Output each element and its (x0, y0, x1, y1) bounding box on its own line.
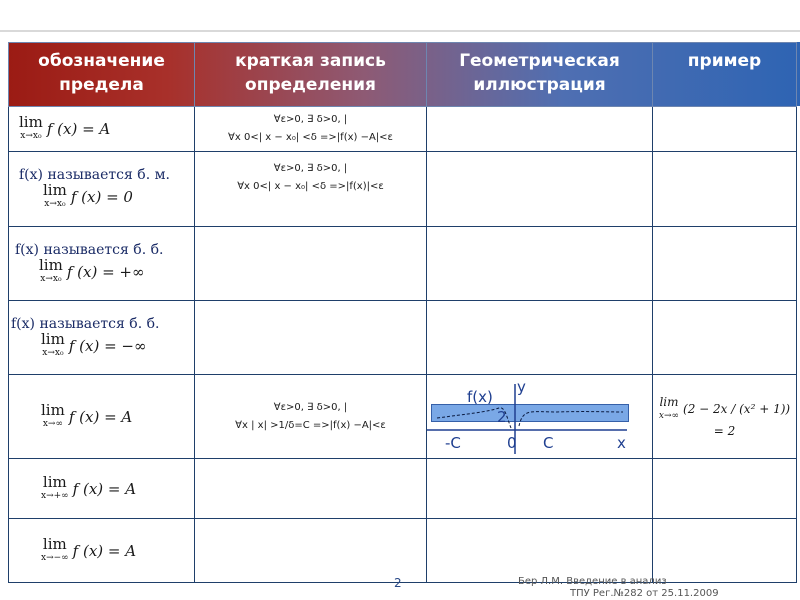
lim-symbol (19, 115, 43, 143)
header-notation-line1: обозначение (38, 51, 165, 71)
limits-table (8, 42, 797, 583)
page-number: 2 (394, 576, 402, 590)
limit-expression: f (x) = A (72, 541, 137, 560)
limit-expression: f (x) = A (68, 407, 133, 426)
definition-cell (195, 301, 427, 375)
lim-word: lim (19, 113, 43, 131)
lim-subscript: x→x₀ (44, 199, 66, 209)
origin-label: 0 (507, 433, 517, 452)
lim-word: lim (42, 534, 67, 553)
example-cell (653, 459, 797, 519)
lim-subscript: x→x₀ (40, 273, 62, 284)
footer-registration: ТПУ Рег.№282 от 25.11.2009 (570, 588, 719, 599)
row-description: f(x) называется б. м. (19, 167, 170, 183)
table-row (9, 519, 797, 583)
definition-cell (195, 107, 427, 152)
lim-symbol (659, 395, 679, 423)
table-row (9, 227, 797, 301)
example-cell (653, 375, 797, 459)
example-cell (653, 301, 797, 375)
y-axis-label: y (517, 377, 526, 396)
definition-line1: ∀ε>0, ∃ δ>0, | (273, 114, 348, 125)
definition-line2: ∀x | x| >1/δ=C =>|f(x) −A|<ε (235, 419, 386, 431)
lim-symbol (41, 534, 69, 565)
illustration-cell (427, 301, 653, 375)
definition-cell (195, 375, 427, 459)
x-axis-label: x (617, 433, 626, 452)
definition-cell (195, 227, 427, 301)
table-row (9, 152, 797, 227)
example-cell (653, 227, 797, 301)
neg-c-label: -C (445, 433, 461, 452)
lim-subscript: x→+∞ (41, 490, 69, 501)
footer-author: Бер Л.М. Введение в анализ (518, 576, 667, 587)
footer-author-block (518, 576, 719, 600)
definition-line1: ∀ε>0, ∃ δ>0, | (273, 163, 348, 174)
header-example (653, 43, 797, 107)
lim-word: lim (43, 181, 67, 199)
header-notation-line2: предела (59, 75, 144, 95)
table-row (9, 459, 797, 519)
lim-symbol (43, 183, 67, 211)
example-cell (653, 152, 797, 227)
notation-cell (9, 227, 195, 301)
illustration-cell (427, 375, 653, 459)
header-definition-line1: краткая запись (235, 51, 386, 71)
definition-line1: ∀ε>0, ∃ δ>0, | (273, 401, 348, 413)
lim-word: lim (39, 255, 63, 274)
function-label: f(x) (467, 387, 493, 406)
example-cell (653, 107, 797, 152)
geometric-illustration (427, 378, 657, 456)
notation-cell (9, 519, 195, 583)
illustration-cell (427, 459, 653, 519)
notation-cell (9, 107, 195, 152)
definition-cell (195, 459, 427, 519)
notation-cell (9, 459, 195, 519)
lim-subscript: x→−∞ (41, 552, 69, 563)
c-label: C (543, 433, 554, 452)
header-example-label: пример (687, 51, 762, 71)
illustration-cell (427, 107, 653, 152)
lim-subscript: x→x₀ (42, 347, 64, 358)
row-description: f(x) называется б. б. (15, 241, 164, 258)
lim-symbol (41, 329, 65, 360)
example-cell (653, 519, 797, 583)
header-notation (9, 43, 195, 107)
header-geometry (427, 43, 653, 107)
definition-line2: ∀x 0<| x − x₀| <δ =>|f(x) −A|<ε (228, 132, 393, 143)
lim-symbol (39, 255, 63, 286)
definition-line2: ∀x 0<| x − x₀| <δ =>|f(x)|<ε (237, 181, 384, 192)
lim-subscript: x→∞ (42, 418, 63, 429)
header-definition (195, 43, 427, 107)
limit-expression: f (x) = A (72, 479, 137, 498)
illustration-cell (427, 519, 653, 583)
lim-word: lim (42, 472, 67, 491)
lim-symbol (41, 400, 65, 431)
table-row (9, 375, 797, 459)
notation-cell (9, 152, 195, 227)
limit-expression: f (x) = +∞ (66, 262, 145, 281)
header-row (9, 43, 797, 107)
asymptote-label: 2 (497, 407, 507, 426)
lim-word: lim (41, 329, 65, 348)
table-row (9, 107, 797, 152)
lim-subscript: x→∞ (658, 410, 680, 421)
header-geometry-line1: Геометрическая (459, 51, 620, 71)
example-expression: (2 − 2x / (x² + 1)) = 2 (683, 401, 791, 438)
illustration-cell (427, 227, 653, 301)
limit-expression: f (x) = −∞ (68, 336, 147, 355)
lim-word: lim (41, 400, 65, 419)
header-geometry-line2: иллюстрация (473, 75, 606, 95)
definition-cell (195, 152, 427, 227)
lim-word: lim (659, 394, 679, 409)
lim-subscript: x→x₀ (20, 131, 42, 141)
definition-cell (195, 519, 427, 583)
function-curve-right (519, 411, 623, 425)
illustration-cell (427, 152, 653, 227)
header-definition-line2: определения (245, 75, 376, 95)
notation-cell (9, 375, 195, 459)
limit-expression: f (x) = A (46, 120, 111, 138)
limit-expression: f (x) = 0 (70, 188, 133, 206)
lim-symbol (41, 472, 69, 503)
top-rule (0, 30, 800, 32)
table-row (9, 301, 797, 375)
row-description: f(x) называется б. б. (11, 315, 160, 332)
notation-cell (9, 301, 195, 375)
